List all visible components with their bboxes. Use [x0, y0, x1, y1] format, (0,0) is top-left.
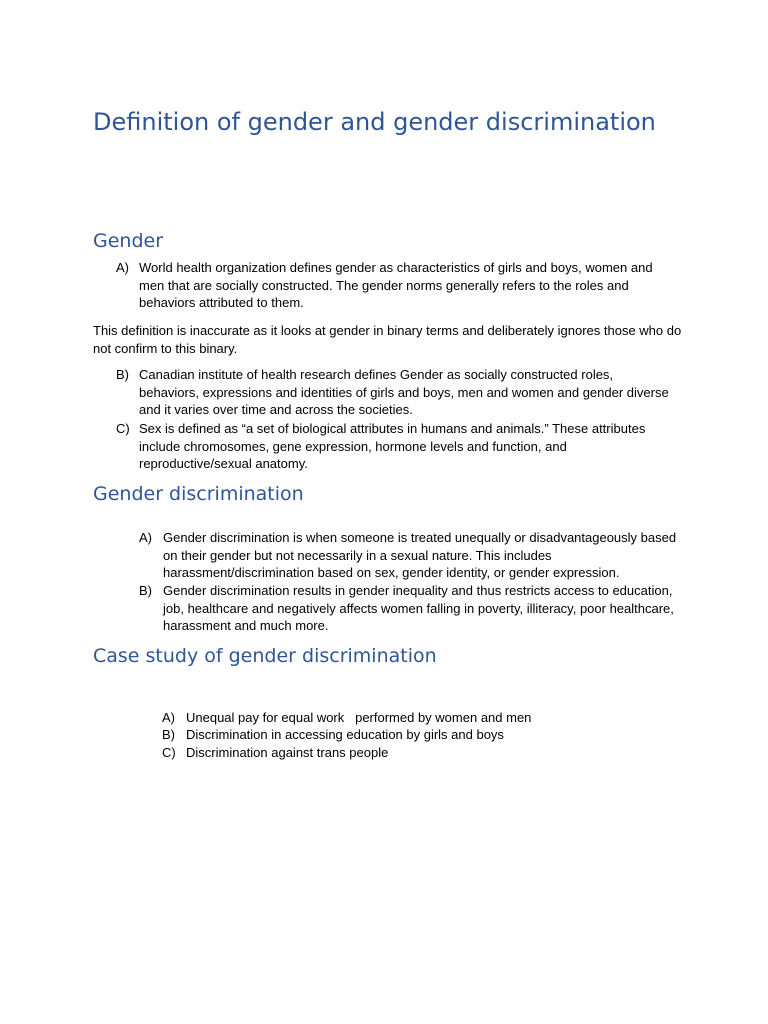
- list-item: [162, 726, 682, 744]
- list-item-label: B): [162, 727, 175, 742]
- list-item-label: A): [116, 260, 129, 275]
- list-item-text: Canadian institute of health research defines Gender as socially constructed roles, behaviors, expressions and identities of girls and boys, men and women and gender diverse and it varies over time and across the societies.: [139, 367, 669, 417]
- list-item-label: A): [162, 710, 175, 725]
- section-heading-case-study: Case study of gender discrimination: [93, 645, 437, 667]
- list-item-label: C): [162, 745, 176, 760]
- list-item: [116, 259, 676, 313]
- list-item-label: C): [116, 421, 130, 436]
- list-item: [116, 366, 676, 420]
- list-item-text: Sex is defined as “a set of biological attributes in humans and animals.” These attributes include chromosomes, gene expression, hormone levels and function, and reproductive/sexual anatomy.: [139, 421, 646, 471]
- list-item: [139, 529, 684, 583]
- list-item: [139, 582, 684, 636]
- list-item-text: Unequal pay for equal work performed by women and men: [186, 710, 532, 725]
- list-item-text: Discrimination against trans people: [186, 745, 389, 760]
- section-heading-gender-discrimination: Gender discrimination: [93, 483, 304, 505]
- list-item-text: Gender discrimination results in gender inequality and thus restricts access to education, job, healthcare and negatively affects women falling in poverty, illiteracy, poor healthcare, harassment and much more.: [163, 583, 674, 633]
- list-item-label: A): [139, 530, 152, 545]
- paragraph: This definition is inaccurate as it looks at gender in binary terms and deliberately ignores those who do not confirm to this binary.: [93, 323, 682, 356]
- list-item: [162, 709, 682, 727]
- list-item-label: B): [116, 367, 129, 382]
- list-item: [162, 744, 682, 762]
- list-item-label: B): [139, 583, 152, 598]
- list-item-text: Gender discrimination is when someone is treated unequally or disadvantageously based on their gender but not necessarily in a sexual nature. This includes harassment/discrimination based on sex, gender identity, or gender expression.: [163, 530, 677, 580]
- list-item: [116, 420, 676, 474]
- list-item-text: World health organization defines gender as characteristics of girls and boys, women and men that are socially constructed. The gender norms generally refers to the roles and behaviors attributed to them.: [139, 260, 653, 310]
- list-item-text: Discrimination in accessing education by girls and boys: [186, 727, 504, 742]
- section-heading-gender: Gender: [93, 230, 164, 252]
- document-title: Definition of gender and gender discrimination: [93, 108, 656, 136]
